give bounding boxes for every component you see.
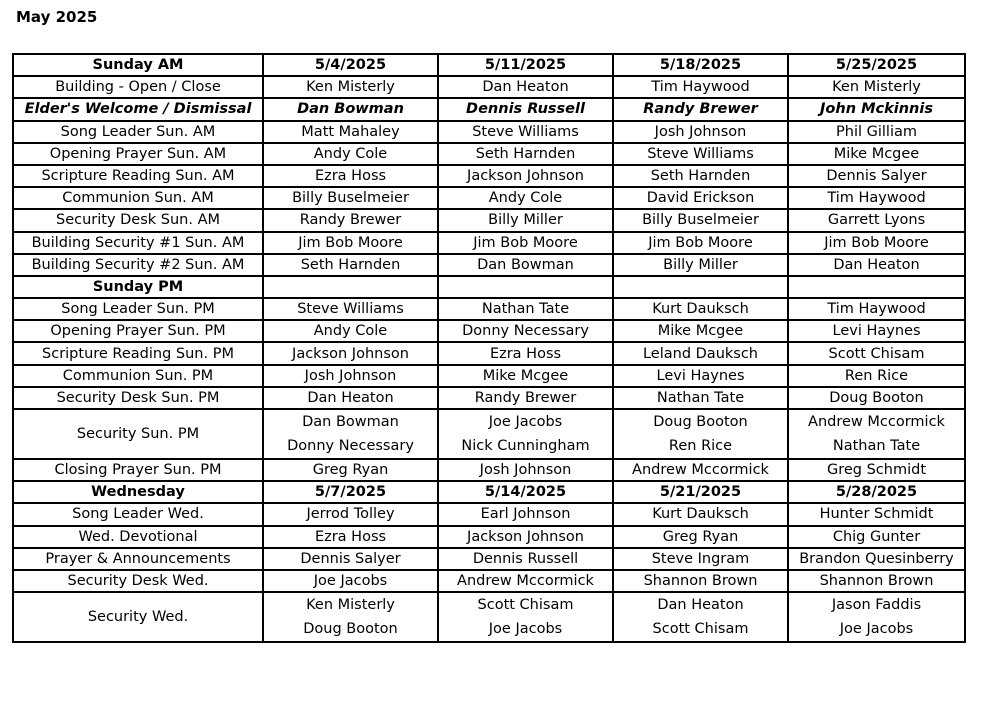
assignee-cell: Greg Ryan xyxy=(263,459,438,481)
assignee-cell: Kurt Dauksch xyxy=(613,298,788,320)
assignee-cell: Dan Heaton xyxy=(263,387,438,409)
assignee-cell: Shannon Brown xyxy=(613,570,788,592)
assignee-pair-cell xyxy=(613,409,788,459)
assignee-cell: Tim Haywood xyxy=(788,187,965,209)
assignee-cell: Joe Jacobs xyxy=(263,570,438,592)
assignee-name: Donny Necessary xyxy=(287,438,414,454)
role-label: Song Leader Sun. AM xyxy=(13,121,263,143)
table-row xyxy=(13,76,965,98)
role-label: Security Wed. xyxy=(13,592,263,642)
assignee-cell: Billy Buselmeier xyxy=(263,187,438,209)
assignee-cell: Randy Brewer xyxy=(438,387,613,409)
assignee-cell: Dennis Russell xyxy=(438,98,613,120)
table-row xyxy=(13,121,965,143)
assignee-cell: Ezra Hoss xyxy=(263,526,438,548)
assignee-cell: Dan Bowman xyxy=(438,254,613,276)
empty-cell xyxy=(438,276,613,298)
role-label: Song Leader Wed. xyxy=(13,503,263,525)
assignee-cell: Mike Mcgee xyxy=(613,320,788,342)
assignee-pair-cell xyxy=(263,592,438,642)
assignee-cell: Seth Harnden xyxy=(613,165,788,187)
assignee-cell: Levi Haynes xyxy=(613,365,788,387)
date-header: 5/11/2025 xyxy=(438,54,613,76)
assignee-pair-cell xyxy=(263,409,438,459)
assignee-cell: Jerrod Tolley xyxy=(263,503,438,525)
assignee-name: Joe Jacobs xyxy=(839,621,914,638)
assignee-cell: Steve Williams xyxy=(263,298,438,320)
assignee-cell: Ren Rice xyxy=(788,365,965,387)
assignee-cell: Greg Schmidt xyxy=(788,459,965,481)
assignee-cell: Andrew Mccormick xyxy=(438,570,613,592)
table-row xyxy=(13,503,965,525)
assignee-cell: Seth Harnden xyxy=(263,254,438,276)
role-label: Song Leader Sun. PM xyxy=(13,298,263,320)
table-row xyxy=(13,298,965,320)
assignee-cell: Billy Miller xyxy=(438,209,613,231)
assignee-name: Joe Jacobs xyxy=(488,621,563,638)
assignee-name: Andrew Mccormick xyxy=(808,414,945,430)
assignee-cell: Ezra Hoss xyxy=(438,342,613,364)
role-label: Building - Open / Close xyxy=(13,76,263,98)
table-row xyxy=(13,187,965,209)
table-row xyxy=(13,409,965,459)
assignee-cell: Josh Johnson xyxy=(263,365,438,387)
assignee-cell: Jim Bob Moore xyxy=(613,232,788,254)
assignee-cell: Andy Cole xyxy=(263,320,438,342)
date-header: 5/21/2025 xyxy=(613,481,788,503)
assignee-cell: Seth Harnden xyxy=(438,143,613,165)
assignee-name: Ren Rice xyxy=(668,438,733,454)
assignee-name: Nick Cunningham xyxy=(461,438,590,454)
assignee-name: Doug Booton xyxy=(303,621,398,638)
role-label: Communion Sun. AM xyxy=(13,187,263,209)
assignee-name: Dan Heaton xyxy=(657,597,744,614)
assignee-cell: Josh Johnson xyxy=(438,459,613,481)
date-header: 5/14/2025 xyxy=(438,481,613,503)
table-row xyxy=(13,387,965,409)
assignee-cell: Mike Mcgee xyxy=(788,143,965,165)
assignee-name: Joe Jacobs xyxy=(488,414,563,430)
assignee-cell: Ezra Hoss xyxy=(263,165,438,187)
assignee-cell: Nathan Tate xyxy=(438,298,613,320)
section-header: Wednesday xyxy=(13,481,263,503)
table-row xyxy=(13,459,965,481)
table-row xyxy=(13,209,965,231)
assignee-cell: Steve Williams xyxy=(613,143,788,165)
assignee-cell: Dennis Russell xyxy=(438,548,613,570)
assignee-cell: Scott Chisam xyxy=(788,342,965,364)
assignee-cell: Dennis Salyer xyxy=(788,165,965,187)
table-row xyxy=(13,254,965,276)
assignee-cell: Jim Bob Moore xyxy=(438,232,613,254)
assignee-cell: Leland Dauksch xyxy=(613,342,788,364)
assignee-name: Scott Chisam xyxy=(477,597,574,614)
role-label: Communion Sun. PM xyxy=(13,365,263,387)
assignee-cell: Kurt Dauksch xyxy=(613,503,788,525)
assignee-cell: Tim Haywood xyxy=(613,76,788,98)
role-label: Building Security #2 Sun. AM xyxy=(13,254,263,276)
table-row xyxy=(13,570,965,592)
table-row xyxy=(13,232,965,254)
table-row xyxy=(13,592,965,642)
assignee-cell: Ken Misterly xyxy=(263,76,438,98)
table-row xyxy=(13,54,965,76)
assignee-cell: John Mckinnis xyxy=(788,98,965,120)
assignee-cell: Jackson Johnson xyxy=(438,526,613,548)
assignee-cell: Andy Cole xyxy=(438,187,613,209)
assignee-cell: Randy Brewer xyxy=(263,209,438,231)
table-row xyxy=(13,98,965,120)
table-row xyxy=(13,365,965,387)
assignee-cell: Andrew Mccormick xyxy=(613,459,788,481)
assignee-cell: Shannon Brown xyxy=(788,570,965,592)
role-label: Scripture Reading Sun. AM xyxy=(13,165,263,187)
role-label: Security Desk Sun. PM xyxy=(13,387,263,409)
table-row xyxy=(13,320,965,342)
role-label: Security Desk Sun. AM xyxy=(13,209,263,231)
assignee-cell: Chig Gunter xyxy=(788,526,965,548)
date-header: 5/18/2025 xyxy=(613,54,788,76)
date-header: 5/4/2025 xyxy=(263,54,438,76)
table-row xyxy=(13,548,965,570)
role-label: Opening Prayer Sun. PM xyxy=(13,320,263,342)
table-row xyxy=(13,342,965,364)
table-row xyxy=(13,143,965,165)
assignee-cell: Jackson Johnson xyxy=(263,342,438,364)
assignee-cell: Dan Heaton xyxy=(788,254,965,276)
assignee-cell: Levi Haynes xyxy=(788,320,965,342)
date-header: 5/25/2025 xyxy=(788,54,965,76)
assignee-cell: Garrett Lyons xyxy=(788,209,965,231)
table-row xyxy=(13,276,965,298)
role-label: Security Desk Wed. xyxy=(13,570,263,592)
assignee-cell: Billy Miller xyxy=(613,254,788,276)
table-row xyxy=(13,526,965,548)
assignee-pair-cell xyxy=(788,592,965,642)
assignee-cell: Phil Gilliam xyxy=(788,121,965,143)
assignee-name: Dan Bowman xyxy=(302,414,399,430)
assignee-cell: Donny Necessary xyxy=(438,320,613,342)
assignee-cell: Dan Bowman xyxy=(263,98,438,120)
assignee-cell: Randy Brewer xyxy=(613,98,788,120)
assignee-cell: Mike Mcgee xyxy=(438,365,613,387)
assignee-cell: Jim Bob Moore xyxy=(263,232,438,254)
assignee-cell: Steve Williams xyxy=(438,121,613,143)
assignee-name: Nathan Tate xyxy=(832,438,921,454)
assignee-name: Doug Booton xyxy=(653,414,748,430)
assignee-cell: Andy Cole xyxy=(263,143,438,165)
date-header: 5/28/2025 xyxy=(788,481,965,503)
assignee-cell: Doug Booton xyxy=(788,387,965,409)
assignee-cell: Jim Bob Moore xyxy=(788,232,965,254)
section-header: Sunday AM xyxy=(13,54,263,76)
assignee-cell: Dan Heaton xyxy=(438,76,613,98)
assignee-name: Jason Faddis xyxy=(831,597,922,614)
assignee-pair-cell xyxy=(438,409,613,459)
section-header: Sunday PM xyxy=(13,276,263,298)
role-label: Security Sun. PM xyxy=(13,409,263,459)
assignee-cell: Nathan Tate xyxy=(613,387,788,409)
assignee-cell: Dennis Salyer xyxy=(263,548,438,570)
assignee-cell: Jackson Johnson xyxy=(438,165,613,187)
assignee-name: Scott Chisam xyxy=(652,621,749,638)
role-label: Building Security #1 Sun. AM xyxy=(13,232,263,254)
table-row xyxy=(13,481,965,503)
assignee-cell: Steve Ingram xyxy=(613,548,788,570)
role-label: Closing Prayer Sun. PM xyxy=(13,459,263,481)
assignee-cell: Matt Mahaley xyxy=(263,121,438,143)
assignee-pair-cell xyxy=(788,409,965,459)
assignee-cell: Billy Buselmeier xyxy=(613,209,788,231)
assignee-cell: David Erickson xyxy=(613,187,788,209)
assignee-name: Ken Misterly xyxy=(306,597,395,614)
role-label: Wed. Devotional xyxy=(13,526,263,548)
date-header: 5/7/2025 xyxy=(263,481,438,503)
page-title: May 2025 xyxy=(16,8,98,26)
assignee-cell: Greg Ryan xyxy=(613,526,788,548)
assignee-cell: Josh Johnson xyxy=(613,121,788,143)
empty-cell xyxy=(788,276,965,298)
assignee-cell: Earl Johnson xyxy=(438,503,613,525)
empty-cell xyxy=(263,276,438,298)
assignee-cell: Hunter Schmidt xyxy=(788,503,965,525)
role-label: Prayer & Announcements xyxy=(13,548,263,570)
empty-cell xyxy=(613,276,788,298)
role-label: Opening Prayer Sun. AM xyxy=(13,143,263,165)
assignee-cell: Tim Haywood xyxy=(788,298,965,320)
role-label: Scripture Reading Sun. PM xyxy=(13,342,263,364)
assignee-pair-cell xyxy=(438,592,613,642)
table-row xyxy=(13,165,965,187)
assignee-cell: Brandon Quesinberry xyxy=(788,548,965,570)
role-label: Elder's Welcome / Dismissal xyxy=(13,98,263,120)
assignee-pair-cell xyxy=(613,592,788,642)
assignee-cell: Ken Misterly xyxy=(788,76,965,98)
schedule-table xyxy=(12,53,966,643)
